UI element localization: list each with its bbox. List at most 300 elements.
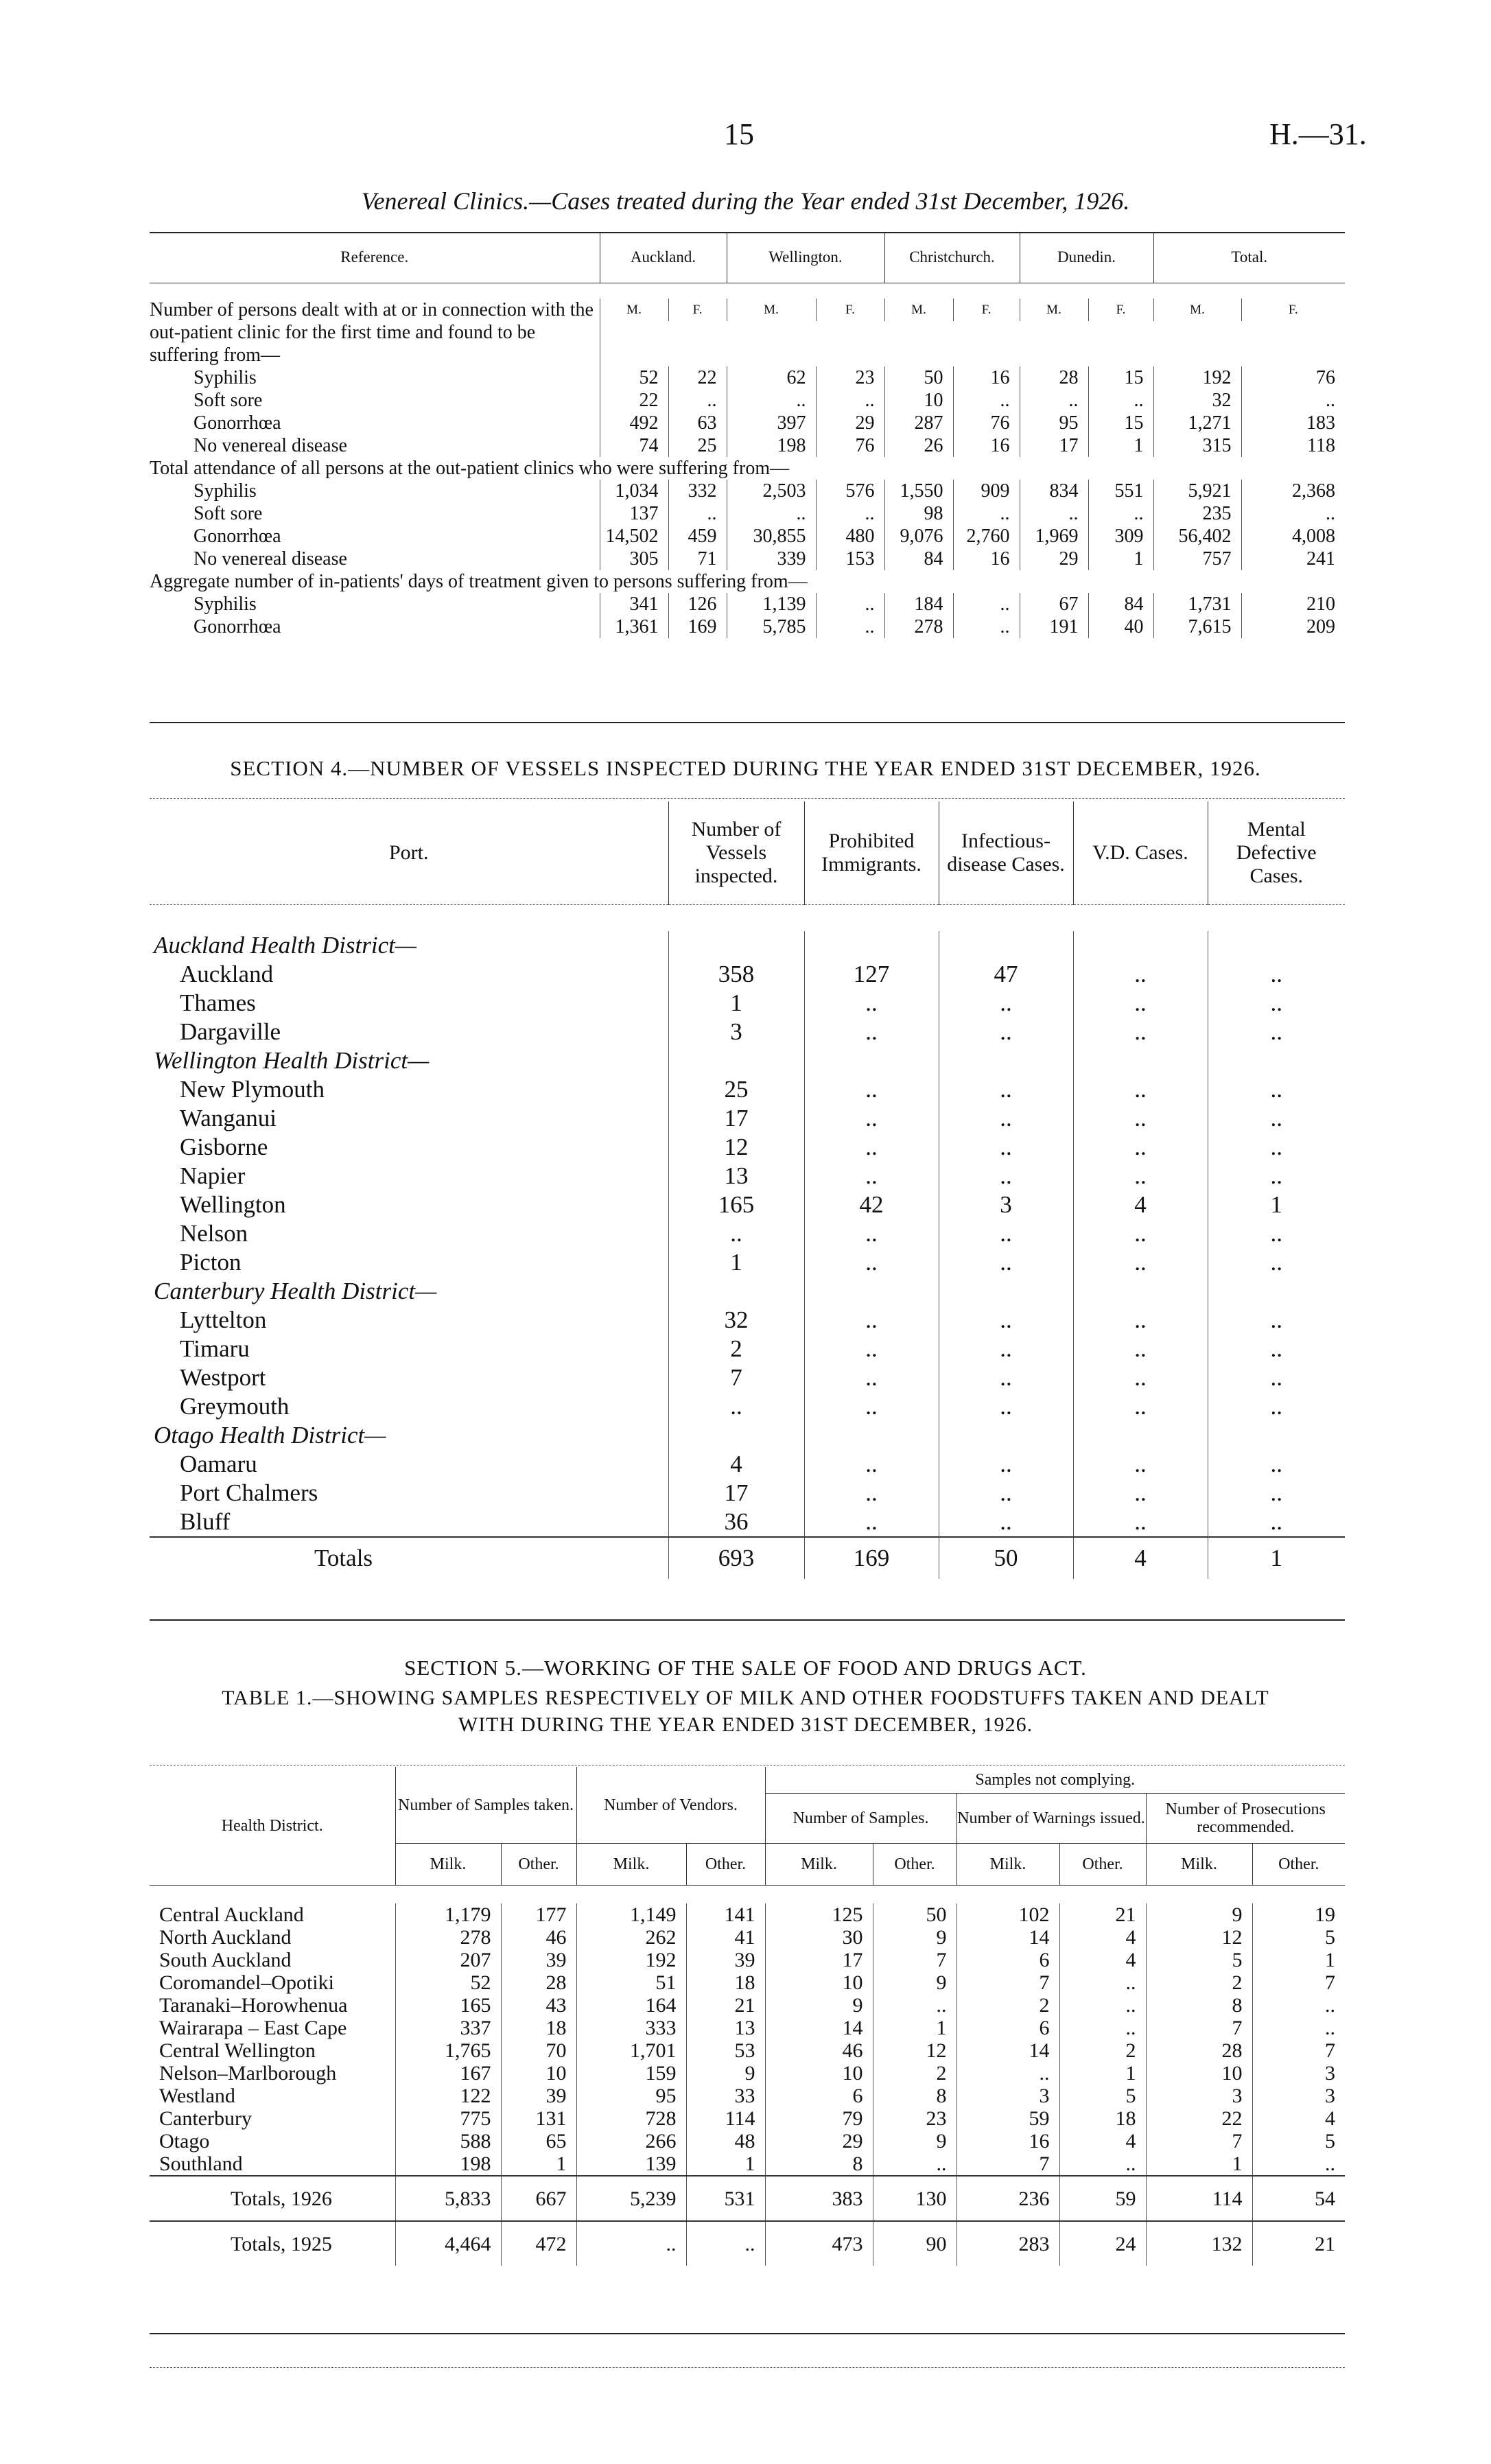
cell-value: 46 [765,2039,873,2062]
col-other: Other. [873,1844,956,1886]
col-port: Port. [388,841,429,864]
port-name: Bluff [180,1508,231,1535]
sex-label: M. [600,298,668,321]
cell-value: 473 [765,2221,873,2266]
cell-value: 137 [600,502,668,525]
cell-value: .. [1073,1018,1208,1046]
cell-value: .. [668,1392,804,1421]
vessels-total: 693 [668,1537,804,1579]
port-name: Picton [180,1249,242,1276]
col-health-district: Health District. [150,1767,395,1886]
cell-value: 13 [668,1162,804,1190]
cell-value: 79 [765,2107,873,2130]
persons-row [150,366,1345,389]
cell-value: .. [1059,1971,1146,1994]
cell-value: .. [873,1994,956,2017]
cell-value: 236 [956,2176,1059,2221]
table1-caption-line2: WITH DURING THE YEAR ENDED 31ST DECEMBER, 1926. [458,1713,1033,1736]
health-district-name: Wairarapa – East Cape [159,2017,347,2039]
cell-value: 7 [873,1949,956,1971]
cell-value: 6 [956,2017,1059,2039]
totals-label: Totals, 1925 [150,2221,395,2266]
cell-value: 1,271 [1153,412,1241,434]
cell-value: .. [1208,1162,1345,1190]
health-district-name: Coromandel–Opotiki [159,1971,334,1994]
cell-value: 67 [1020,593,1088,615]
empty-cell [939,1277,1073,1306]
district-name: Wellington Health District— [154,1047,430,1074]
cell-value: 4,008 [1241,525,1345,548]
cell-value: .. [804,1392,939,1421]
cell-value: .. [1073,1248,1208,1277]
port-name: Oamaru [180,1451,257,1477]
port-name: Napier [180,1162,246,1189]
empty-cell [1073,931,1208,960]
cell-value: 18 [1059,2107,1146,2130]
empty-cell [1073,1421,1208,1450]
port-row [150,960,1345,989]
cell-value: 22 [1146,2107,1252,2130]
cell-value: .. [1059,2152,1146,2176]
cell-value: 167 [395,2062,501,2085]
cell-value: .. [1020,502,1088,525]
cell-value: .. [939,1450,1073,1479]
col-other: Other. [501,1844,576,1886]
port-row [150,1363,1345,1392]
cell-value: 14 [956,2039,1059,2062]
sex-label: F. [668,298,727,321]
cell-value: 52 [395,1971,501,1994]
cell-value: 9,076 [884,525,953,548]
table1-caption-line1: TABLE 1.—SHOWING SAMPLES RESPECTIVELY OF MILK AND OTHER FOODSTUFFS TAKEN AND DEALT [222,1687,1269,1709]
cell-value: 262 [576,1926,686,1949]
district-row [150,2039,1345,2062]
cell-value: .. [1208,1248,1345,1277]
cell-value: .. [816,389,884,412]
cell-value: 16 [956,2130,1059,2152]
cell-value: 153 [816,548,884,570]
inpatient-row [150,615,1345,638]
cell-value: .. [1059,2017,1146,2039]
district-row [150,2017,1345,2039]
cell-value: 1,034 [600,480,668,502]
district-row [150,1903,1345,1926]
col-vessels: Number of Vessels inspected. [668,801,804,905]
port-row [150,1075,1345,1104]
health-district-name: Otago [159,2130,210,2152]
cell-value: 1,139 [727,593,816,615]
cell-value: 74 [600,434,668,457]
cell-value: 62 [727,366,816,389]
cell-value: 21 [1059,1903,1146,1926]
empty-cell [1208,1277,1345,1306]
cell-value: 14 [765,2017,873,2039]
col-infectious: Infectious-disease Cases. [939,801,1073,905]
port-name: Nelson [180,1220,248,1247]
cell-value: 22 [668,366,727,389]
cell-value: 3 [1252,2085,1345,2107]
cell-value: .. [804,1507,939,1537]
cell-value: 2 [1146,1971,1252,1994]
cell-value: .. [1208,1018,1345,1046]
cell-value: 10 [884,389,953,412]
col-vd: V.D. Cases. [1073,801,1208,905]
col-vendors: Number of Vendors. [576,1767,765,1844]
cell-value: 118 [1241,434,1345,457]
cell-value: 8 [873,2085,956,2107]
col-prosecutions: Number of Prosecutions recommended. [1146,1794,1345,1844]
cell-value: 141 [686,1903,765,1926]
cell-value: 278 [395,1926,501,1949]
cell-value: 14 [956,1926,1059,1949]
port-row [150,1248,1345,1277]
cell-value: .. [816,593,884,615]
health-district-name: Southland [159,2152,243,2175]
cell-value: .. [939,1018,1073,1046]
col-auckland: Auckland. [600,232,727,283]
cell-value: .. [1252,1994,1345,2017]
empty-cell [668,931,804,960]
district-row [150,1949,1345,1971]
port-name: Westport [180,1364,266,1391]
cell-value: .. [576,2221,686,2266]
cell-value: 9 [873,1926,956,1949]
cell-value: .. [939,1363,1073,1392]
cell-value: .. [804,1450,939,1479]
cell-value: 7 [1252,2039,1345,2062]
cell-value: 76 [816,434,884,457]
cell-value: 198 [727,434,816,457]
cell-value: 3 [956,2085,1059,2107]
cell-value: 16 [953,434,1020,457]
cell-value: 241 [1241,548,1345,570]
col-other: Other. [686,1844,765,1886]
empty-cell [804,1046,939,1075]
cell-value: 1,179 [395,1903,501,1926]
cell-value: 177 [501,1903,576,1926]
district-row [150,1421,1345,1450]
cell-value: 10 [1146,2062,1252,2085]
row-label: Soft sore [193,503,263,524]
cell-value: 21 [1252,2221,1345,2266]
cell-value: 17 [668,1479,804,1507]
empty-cell [804,1277,939,1306]
district-name: Auckland Health District— [154,932,417,959]
cell-value: 5 [1059,2085,1146,2107]
col-dunedin: Dunedin. [1020,232,1153,283]
cell-value: 25 [668,1075,804,1104]
cell-value: 5,239 [576,2176,686,2221]
vessels-totals-label: Totals [150,1537,668,1579]
cell-value: .. [939,1335,1073,1363]
cell-value: .. [804,1248,939,1277]
cell-value: 1 [1146,2152,1252,2176]
health-district-name: South Auckland [159,1949,292,1971]
cell-value: 139 [576,2152,686,2176]
cell-value: 18 [686,1971,765,1994]
cell-value: 30,855 [727,525,816,548]
cell-value: 7,615 [1153,615,1241,638]
cell-value: 5,785 [727,615,816,638]
cell-value: .. [1252,2017,1345,2039]
cell-value: .. [1241,389,1345,412]
cell-value: 10 [501,2062,576,2085]
cell-value: 4 [1059,1949,1146,1971]
sex-label: F. [1241,298,1345,321]
cell-value: 3 [668,1018,804,1046]
intro-persons: Number of persons dealt with at or in connection with the out-patient clinic for the first time and found to be suffering from— [150,299,594,366]
cell-value: 28 [1146,2039,1252,2062]
cell-value: 29 [765,2130,873,2152]
cell-value: .. [804,1363,939,1392]
col-warnings: Number of Warnings issued. [956,1794,1146,1844]
food-drugs-table [150,1767,1345,2266]
section4-title: SECTION 4.—NUMBER OF VESSELS INSPECTED DURING THE YEAR ENDED 31ST DECEMBER, 1926. [230,756,1261,780]
district-row [150,931,1345,960]
totals-row [150,2176,1345,2221]
cell-value: .. [939,989,1073,1018]
cell-value: 122 [395,2085,501,2107]
cell-value: 192 [576,1949,686,1971]
cell-value: 29 [1020,548,1088,570]
cell-value: .. [1073,1219,1208,1248]
row-label: No venereal disease [193,435,347,456]
cell-value: 39 [501,1949,576,1971]
cell-value: 8 [1146,1994,1252,2017]
col-total: Total. [1153,232,1345,283]
cell-value: 53 [686,2039,765,2062]
port-name: Wellington [180,1191,286,1218]
cell-value: 7 [956,1971,1059,1994]
sex-label: F. [816,298,884,321]
port-name: Auckland [180,961,274,987]
cell-value: 7 [1252,1971,1345,1994]
cell-value: 278 [884,615,953,638]
cell-value: .. [804,989,939,1018]
cell-value: 127 [804,960,939,989]
district-row [150,1277,1345,1306]
cell-value: 98 [884,502,953,525]
cell-value: 5,921 [1153,480,1241,502]
cell-value: 1 [686,2152,765,2176]
sex-label: M. [1020,298,1088,321]
col-milk: Milk. [956,1844,1059,1886]
col-christchurch: Christchurch. [884,232,1020,283]
page-number: 15 [724,117,754,151]
cell-value: .. [804,1479,939,1507]
cell-value: 1 [501,2152,576,2176]
col-milk: Milk. [1146,1844,1252,1886]
cell-value: 341 [600,593,668,615]
port-row [150,1162,1345,1190]
section5-title: SECTION 5.—WORKING OF THE SALE OF FOOD AND DRUGS ACT. [404,1656,1087,1680]
cell-value: 95 [576,2085,686,2107]
col-milk: Milk. [576,1844,686,1886]
cell-value: 54 [1252,2176,1345,2221]
cell-value: 210 [1241,593,1345,615]
cell-value: .. [1073,1306,1208,1335]
cell-value: 32 [1153,389,1241,412]
cell-value: .. [1252,2152,1345,2176]
port-name: Dargaville [180,1018,281,1045]
port-row [150,1392,1345,1421]
vessels-total: 1 [1208,1537,1345,1579]
cell-value: .. [1073,989,1208,1018]
row-label: Gonorrhœa [193,526,281,547]
cell-value: 56,402 [1153,525,1241,548]
cell-value: 9 [765,1994,873,2017]
cell-value: 2,368 [1241,480,1345,502]
cell-value: .. [816,615,884,638]
cell-value: 15 [1088,366,1153,389]
cell-value: 1 [1088,548,1153,570]
row-label: No venereal disease [193,548,347,570]
col-not-complying: Samples not complying. [765,1767,1345,1794]
cell-value: .. [1073,1162,1208,1190]
cell-value: 305 [600,548,668,570]
attendance-row [150,480,1345,502]
cell-value: 7 [956,2152,1059,2176]
cell-value: .. [1208,1392,1345,1421]
cell-value: .. [956,2062,1059,2085]
cell-value: 667 [501,2176,576,2221]
port-row [150,1450,1345,1479]
cell-value: 19 [1252,1903,1345,1926]
cell-value: 184 [884,593,953,615]
cell-value: 70 [501,2039,576,2062]
district-row [150,2107,1345,2130]
row-label: Syphilis [193,480,257,502]
cell-value: 76 [1241,366,1345,389]
cell-value: 332 [668,480,727,502]
cell-value: 6 [765,2085,873,2107]
cell-value: .. [1208,1219,1345,1248]
health-district-name: Central Wellington [159,2039,316,2062]
cell-value: 12 [668,1133,804,1162]
district-row [150,2130,1345,2152]
cell-value: .. [939,1248,1073,1277]
cell-value: .. [939,1133,1073,1162]
district-row [150,1046,1345,1075]
cell-value: 126 [668,593,727,615]
cell-value: 10 [765,2062,873,2085]
cell-value: .. [686,2221,765,2266]
cell-value: .. [1088,502,1153,525]
cell-value: 17 [668,1104,804,1133]
cell-value: 397 [727,412,816,434]
port-name: Lyttelton [180,1306,267,1333]
vessels-total: 4 [1073,1537,1208,1579]
persons-row [150,412,1345,434]
cell-value: 576 [816,480,884,502]
cell-value: .. [1073,1507,1208,1537]
cell-value: 834 [1020,480,1088,502]
cell-value: 1 [668,989,804,1018]
cell-value: 728 [576,2107,686,2130]
cell-value: 130 [873,2176,956,2221]
cell-value: 2,760 [953,525,1020,548]
cell-value: 71 [668,548,727,570]
cell-value: 1 [1059,2062,1146,2085]
cell-value: 10 [765,1971,873,1994]
row-label: Syphilis [193,594,257,615]
cell-value: 909 [953,480,1020,502]
col-samples-taken: Number of Samples taken. [395,1767,576,1844]
cell-value: .. [1073,960,1208,989]
cell-value: 14,502 [600,525,668,548]
cell-value: 12 [873,2039,956,2062]
empty-cell [939,1421,1073,1450]
cell-value: .. [1073,1075,1208,1104]
empty-cell [939,931,1073,960]
cell-value: 30 [765,1926,873,1949]
health-district-name: Taranaki–Horowhenua [159,1994,348,2017]
col-wellington: Wellington. [727,232,884,283]
cell-value: .. [1073,1363,1208,1392]
document-code: H.—31. [1269,117,1367,151]
cell-value: .. [939,1219,1073,1248]
cell-value: 24 [1059,2221,1146,2266]
cell-value: 337 [395,2017,501,2039]
port-row [150,1479,1345,1507]
cell-value: 4 [1059,2130,1146,2152]
cell-value: .. [804,1018,939,1046]
cell-value: 383 [765,2176,873,2221]
cell-value: 7 [1146,2130,1252,2152]
col-milk: Milk. [765,1844,873,1886]
cell-value: .. [1073,1479,1208,1507]
col-other: Other. [1252,1844,1345,1886]
attendance-row [150,525,1345,548]
empty-cell [1073,1046,1208,1075]
cell-value: 13 [686,2017,765,2039]
cell-value: 16 [953,366,1020,389]
cell-value: 191 [1020,615,1088,638]
cell-value: .. [939,1104,1073,1133]
district-name: Canterbury Health District— [154,1278,437,1304]
cell-value: 7 [1146,2017,1252,2039]
cell-value: .. [939,1479,1073,1507]
cell-value: .. [1208,1363,1345,1392]
cell-value: 9 [873,2130,956,2152]
cell-value: 114 [1146,2176,1252,2221]
cell-value: .. [1208,1335,1345,1363]
cell-value: 32 [668,1306,804,1335]
cell-value: .. [1073,1392,1208,1421]
cell-value: .. [804,1306,939,1335]
cell-value: 17 [1020,434,1088,457]
cell-value: .. [804,1219,939,1248]
cell-value: 3 [939,1190,1073,1219]
persons-row [150,389,1345,412]
attendance-row [150,548,1345,570]
cell-value: 551 [1088,480,1153,502]
cell-value: 25 [668,434,727,457]
cell-value: 198 [395,2152,501,2176]
cell-value: 17 [765,1949,873,1971]
cell-value: 26 [884,434,953,457]
col-reference: Reference. [150,232,600,283]
cell-value: 2 [873,2062,956,2085]
port-name: New Plymouth [180,1076,325,1103]
cell-value: .. [1208,1450,1345,1479]
cell-value: 492 [600,412,668,434]
port-row [150,1018,1345,1046]
district-name: Otago Health District— [154,1422,386,1448]
sex-label: M. [1153,298,1241,321]
cell-value: 131 [501,2107,576,2130]
cell-value: 159 [576,2062,686,2085]
